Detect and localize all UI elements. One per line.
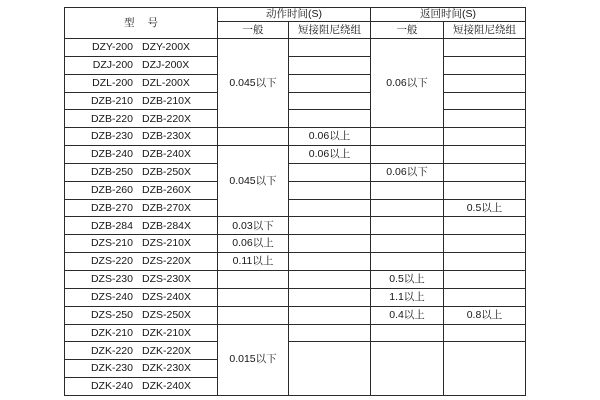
- table-row: [65, 92, 526, 110]
- model-base: DZB-230: [90, 130, 133, 143]
- table-row: [65, 128, 526, 146]
- action-general-cell: 0.045以下: [218, 146, 289, 217]
- action-short-cell: [289, 181, 371, 199]
- model-cell: [65, 92, 218, 110]
- action-short-cell: [289, 253, 371, 271]
- model-base: DZK-210: [90, 326, 133, 339]
- return-short-cell: [444, 253, 526, 271]
- return-short-cell: [444, 181, 526, 199]
- model-base: DZY-200: [91, 41, 133, 54]
- return-short-cell: [444, 128, 526, 146]
- model-variant: DZB-270X: [141, 201, 192, 214]
- model-variant: DZS-210X: [141, 237, 192, 250]
- model-cell: [65, 253, 218, 271]
- model-variant: DZB-220X: [141, 112, 192, 125]
- table-row: [65, 146, 526, 164]
- return-general-cell: [371, 324, 444, 342]
- model-cell: [65, 110, 218, 128]
- model-column-header-label: 型 号: [124, 16, 163, 29]
- return-general-cell: 1.1以上: [371, 288, 444, 306]
- model-variant: DZS-250X: [141, 308, 192, 321]
- action-short-cell: [289, 235, 371, 253]
- model-cell: [65, 288, 218, 306]
- model-variant: DZB-284X: [141, 219, 192, 232]
- model-cell: [65, 39, 218, 57]
- model-base: DZB-284: [90, 219, 133, 232]
- return-general-cell: [371, 181, 444, 199]
- model-variant: DZK-210X: [141, 326, 192, 339]
- return-short-cell: [444, 324, 526, 342]
- model-cell: [65, 146, 218, 164]
- model-variant: DZK-230X: [141, 362, 192, 375]
- model-cell: [65, 128, 218, 146]
- table-row: [65, 163, 526, 181]
- action-short-cell: [289, 110, 371, 128]
- return-short-cell: [444, 146, 526, 164]
- model-variant: DZB-210X: [141, 94, 192, 107]
- action-general-cell: [218, 128, 289, 146]
- table-row: [65, 199, 526, 217]
- action-short-damping-header: 短接阻尼绕组: [289, 22, 371, 39]
- return-short-cell: [444, 56, 526, 74]
- relay-timing-spec-table: [64, 7, 526, 396]
- model-base: DZJ-200: [92, 59, 133, 72]
- model-cell: [65, 270, 218, 288]
- model-base: DZB-220: [90, 112, 133, 125]
- action-short-cell: [289, 56, 371, 74]
- action-general-cell: 0.045以下: [218, 39, 289, 128]
- model-variant: DZS-230X: [141, 273, 192, 286]
- model-cell: [65, 163, 218, 181]
- action-time-group-header: 动作时间(S): [218, 8, 371, 22]
- action-short-cell: [289, 324, 371, 342]
- return-short-cell: [444, 74, 526, 92]
- return-general-header: 一般: [371, 22, 444, 39]
- table-row: [65, 74, 526, 92]
- return-short-cell: 0.5以上: [444, 199, 526, 217]
- model-cell: [65, 199, 218, 217]
- model-base: DZK-230: [90, 362, 133, 375]
- table-row: [65, 270, 526, 288]
- model-cell: [65, 360, 218, 378]
- model-cell: [65, 217, 218, 235]
- return-general-cell: [371, 217, 444, 235]
- table-row: [65, 288, 526, 306]
- model-variant: DZS-240X: [141, 290, 192, 303]
- table-row: [65, 253, 526, 271]
- action-short-cell: [289, 39, 371, 57]
- model-base: DZB-240: [90, 148, 133, 161]
- model-variant: DZS-220X: [141, 255, 192, 268]
- return-general-cell: 0.5以上: [371, 270, 444, 288]
- return-short-cell: [444, 288, 526, 306]
- model-base: DZB-260: [90, 183, 133, 196]
- action-short-cell: 0.06以上: [289, 128, 371, 146]
- model-cell: [65, 56, 218, 74]
- table-row: [65, 235, 526, 253]
- return-general-cell: [371, 128, 444, 146]
- action-general-header: 一般: [218, 22, 289, 39]
- return-short-cell: [444, 110, 526, 128]
- model-base: DZK-220: [90, 344, 133, 357]
- return-short-cell: [444, 92, 526, 110]
- action-short-cell: [289, 342, 371, 396]
- action-general-cell: [218, 270, 289, 288]
- return-short-cell: [444, 217, 526, 235]
- return-general-cell: 0.06以下: [371, 39, 444, 128]
- action-short-cell: [289, 270, 371, 288]
- model-variant: DZB-250X: [141, 166, 192, 179]
- table-row: [65, 217, 526, 235]
- model-base: DZS-240: [90, 290, 133, 303]
- model-base: DZS-250: [90, 308, 133, 321]
- model-variant: DZB-230X: [141, 130, 192, 143]
- action-short-cell: [289, 92, 371, 110]
- model-cell: [65, 342, 218, 360]
- return-general-cell: [371, 199, 444, 217]
- return-general-cell: 0.06以下: [371, 163, 444, 181]
- return-short-cell: [444, 235, 526, 253]
- model-base: DZS-230: [90, 273, 133, 286]
- table-row: [65, 56, 526, 74]
- action-general-cell: 0.015以下: [218, 324, 289, 395]
- action-short-cell: [289, 199, 371, 217]
- model-base: DZB-210: [90, 94, 133, 107]
- return-short-cell: [444, 342, 526, 396]
- action-general-cell: 0.03以下: [218, 217, 289, 235]
- return-general-cell: 0.4以上: [371, 306, 444, 324]
- table-row: [65, 181, 526, 199]
- return-general-cell: [371, 146, 444, 164]
- model-base: DZS-220: [90, 255, 133, 268]
- action-short-cell: [289, 163, 371, 181]
- model-variant: DZL-200X: [142, 76, 190, 89]
- action-general-cell: 0.11以上: [218, 253, 289, 271]
- return-short-cell: 0.8以上: [444, 306, 526, 324]
- return-time-group-header: 返回时间(S): [371, 8, 526, 22]
- model-cell: [65, 324, 218, 342]
- return-general-cell: [371, 235, 444, 253]
- model-variant: DZY-200X: [142, 41, 191, 54]
- model-variant: DZB-240X: [141, 148, 192, 161]
- action-short-cell: 0.06以上: [289, 146, 371, 164]
- model-variant: DZK-240X: [141, 380, 192, 393]
- model-cell: [65, 306, 218, 324]
- return-general-cell: [371, 253, 444, 271]
- model-cell: [65, 181, 218, 199]
- model-variant: DZB-260X: [141, 183, 192, 196]
- model-base: DZK-240: [90, 380, 133, 393]
- return-short-cell: [444, 39, 526, 57]
- return-general-cell: [371, 342, 444, 396]
- action-short-cell: [289, 306, 371, 324]
- action-short-cell: [289, 74, 371, 92]
- return-short-cell: [444, 270, 526, 288]
- header-group-row: [65, 8, 526, 22]
- model-cell: [65, 235, 218, 253]
- action-general-cell: [218, 288, 289, 306]
- action-general-cell: 0.06以上: [218, 235, 289, 253]
- return-short-cell: [444, 163, 526, 181]
- model-base: DZS-210: [90, 237, 133, 250]
- table-row: [65, 306, 526, 324]
- action-short-cell: [289, 217, 371, 235]
- return-short-damping-header: 短接阻尼绕组: [444, 22, 526, 39]
- model-variant: DZK-220X: [141, 344, 192, 357]
- table-row: [65, 39, 526, 57]
- action-short-cell: [289, 288, 371, 306]
- table-row: [65, 324, 526, 342]
- action-general-cell: [218, 306, 289, 324]
- table-row: [65, 342, 526, 360]
- table-row: [65, 110, 526, 128]
- model-column-header: [65, 8, 218, 39]
- model-cell: [65, 378, 218, 396]
- model-base: DZL-200: [92, 76, 133, 89]
- model-base: DZB-250: [90, 166, 133, 179]
- model-cell: [65, 74, 218, 92]
- model-variant: DZJ-200X: [142, 59, 190, 72]
- model-base: DZB-270: [90, 201, 133, 214]
